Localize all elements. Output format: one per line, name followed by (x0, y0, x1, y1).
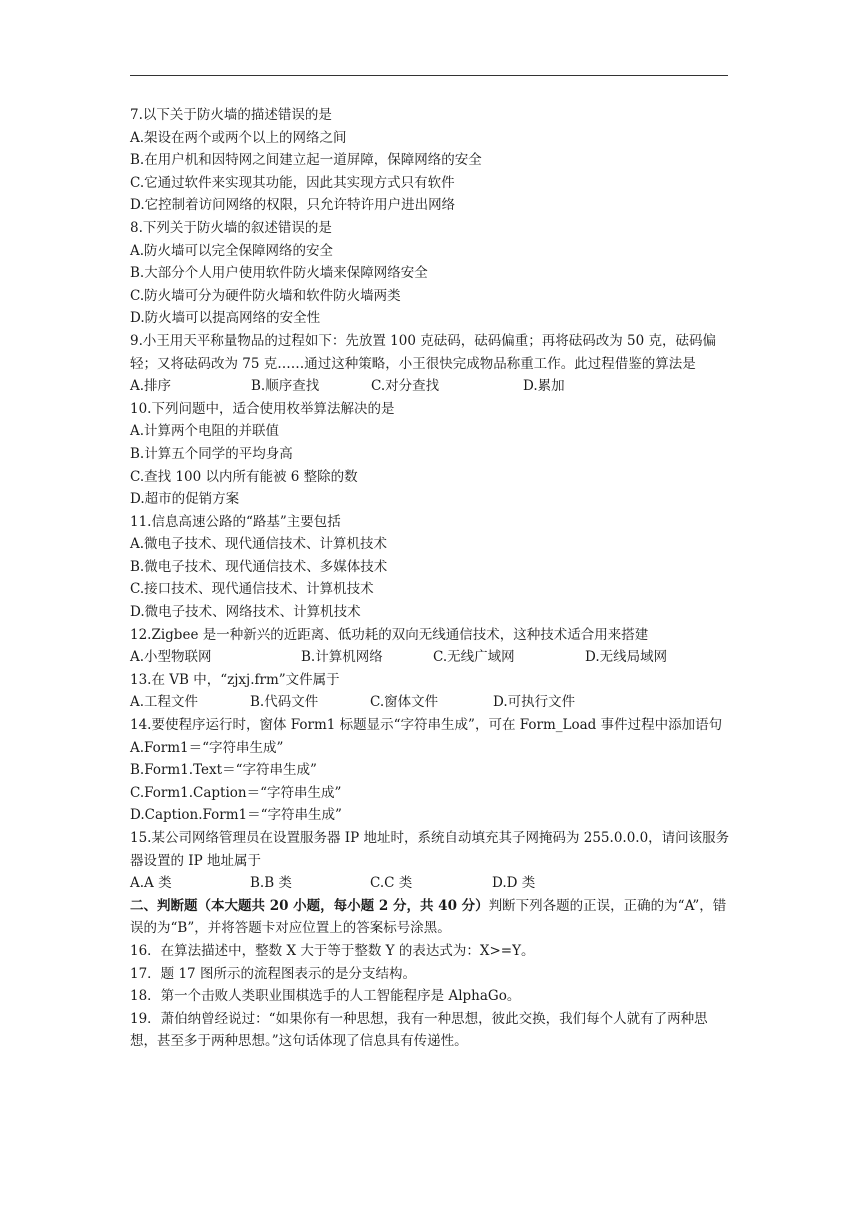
q8-option-b: B.大部分个人用户使用软件防火墙来保障网络安全 (130, 265, 428, 282)
q7-option-c: C.它通过软件来实现其功能，因此其实现方式只有软件 (130, 174, 455, 191)
q7-stem: 7.以下关于防火墙的描述错误的是 (130, 107, 332, 123)
tf-item-19: 19．萧伯纳曾经说过：“如果你有一种思想，我有一种思想，彼此交换，我们每个人就有了两种思想，甚至多于两种思想。”这句话体现了信息具有传递性。 (130, 1010, 708, 1050)
q12-option-c: C.无线广域网 (433, 649, 515, 666)
question-content (130, 104, 730, 1053)
q9-option-a: A.排序 (130, 378, 172, 395)
q12-option-a: A.小型物联网 (130, 649, 212, 666)
q12-option-b: B.计算机网络 (301, 649, 383, 666)
tf-item-18: 18．第一个击败人类职业围棋选手的人工智能程序是 AlphaGo。 (130, 988, 521, 1005)
q12-options (130, 646, 730, 669)
q15-option-c: C.C 类 (370, 875, 413, 892)
q15-option-b: B.B 类 (250, 875, 292, 892)
q14-option-c: C.Form1.Caption＝“字符串生成” (130, 784, 342, 801)
q12-stem: 12.Zigbee 是一种新兴的近距离、低功耗的双向无线通信技术，这种技术适合用来搭建 (130, 626, 649, 643)
q13-options (130, 691, 730, 714)
q9-option-c: C.对分查找 (371, 378, 440, 395)
header-rule (130, 75, 728, 76)
q13-option-d: D.可执行文件 (493, 694, 576, 711)
q8-option-d: D.防火墙可以提高网络的安全性 (130, 310, 321, 327)
q8-option-c: C.防火墙可分为硬件防火墙和软件防火墙两类 (130, 287, 401, 304)
q11-option-c: C.接口技术、现代通信技术、计算机技术 (130, 581, 374, 598)
q10-option-c: C.查找 100 以内所有能被 6 整除的数 (130, 468, 358, 485)
q14-stem: 14.要使程序运行时，窗体 Form1 标题显示“字符串生成”，可在 Form_Load 事件过程中添加语句 (130, 717, 723, 734)
q11-option-b: B.微电子技术、现代通信技术、多媒体技术 (130, 558, 388, 575)
q8-stem: 8.下列关于防火墙的叙述错误的是 (130, 219, 332, 236)
q15-stem: 15.某公司网络管理员在设置服务器 IP 地址时，系统自动填充其子网掩码为 255.0.0.0，请问该服务器设置的 IP 地址属于 (130, 830, 730, 869)
q12-option-d: D.无线局域网 (585, 649, 668, 666)
q9-option-d: D.累加 (523, 378, 565, 395)
q13-option-a: A.工程文件 (130, 694, 199, 711)
q13-option-c: C.窗体文件 (370, 694, 439, 711)
q7-option-d: D.它控制着访问网络的权限，只允许特许用户进出网络 (130, 197, 456, 214)
q14-option-a: A.Form1＝“字符串生成” (130, 739, 284, 756)
section2-header (130, 895, 730, 940)
q11-stem: 11.信息高速公路的“路基”主要包括 (130, 513, 341, 530)
q14-option-b: B.Form1.Text＝“字符串生成” (130, 762, 317, 779)
q15-options (130, 872, 730, 895)
q15-option-d: D.D 类 (492, 875, 536, 892)
q10-stem: 10.下列问题中，适合使用枚举算法解决的是 (130, 400, 395, 417)
q10-option-a: A.计算两个电阻的并联值 (130, 423, 280, 440)
q9-option-b: B.顺序查找 (251, 378, 320, 395)
q13-stem: 13.在 VB 中，“zjxj.frm”文件属于 (130, 671, 340, 688)
q15-option-a: A.A 类 (130, 875, 172, 892)
section2-heading: 二、判断题（本大题共 20 小题，每小题 2 分，共 40 分） (130, 897, 489, 914)
q10-option-d: D.超市的促销方案 (130, 491, 240, 508)
q8-option-a: A.防火墙可以完全保障网络的安全 (130, 242, 334, 259)
tf-item-16: 16．在算法描述中，整数 X 大于等于整数 Y 的表达式为：X>=Y。 (130, 942, 535, 959)
q11-option-a: A.微电子技术、现代通信技术、计算机技术 (130, 536, 388, 553)
q7-option-a: A.架设在两个或两个以上的网络之间 (130, 129, 347, 146)
q11-option-d: D.微电子技术、网络技术、计算机技术 (130, 604, 361, 621)
q9-stem: 9.小王用天平称量物品的过程如下：先放置 100 克砝码，砝码偏重；再将砝码改为 50 克，砝码偏轻；又将砝码改为 75 克……通过这种策略，小王很快完成物品称重工作。此过程借鉴的算法是 (130, 332, 716, 372)
q9-options (130, 375, 730, 398)
q10-option-b: B.计算五个同学的平均身高 (130, 445, 293, 462)
tf-item-17: 17．题 17 图所示的流程图表示的是分支结构。 (130, 965, 416, 982)
section2-instruction: 判断下列各题的正误，正确的为“A”，错误的为“B”，并将答题卡对应位置上的答案标号涂黑。 (130, 897, 727, 937)
q13-option-b: B.代码文件 (250, 694, 319, 711)
q7-option-b: B.在用户机和因特网之间建立起一道屏障，保障网络的安全 (130, 152, 482, 169)
q14-option-d: D.Caption.Form1＝“字符串生成” (130, 807, 342, 824)
